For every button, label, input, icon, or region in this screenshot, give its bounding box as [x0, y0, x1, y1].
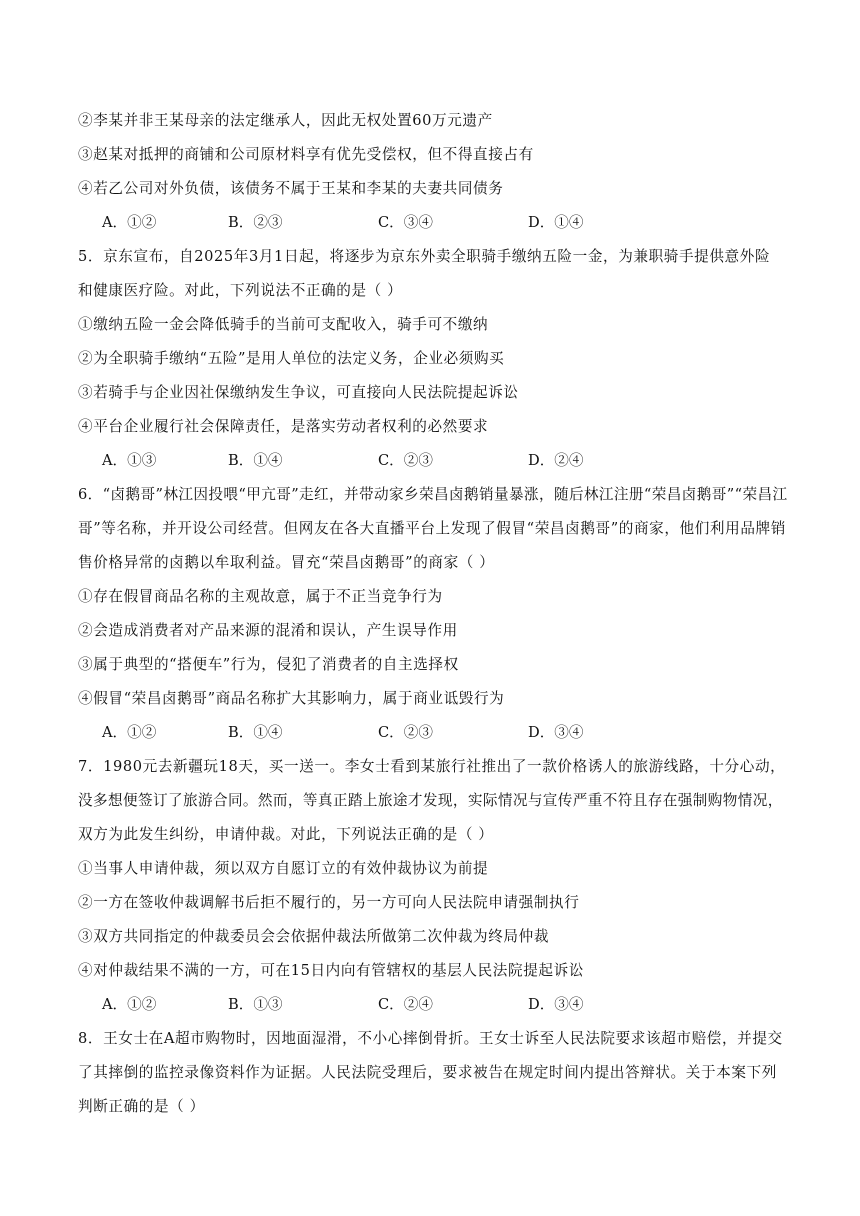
option-c: C．③④ [378, 214, 433, 231]
statement-line: ①缴纳五险一金会降低骑手的当前可支配收入，骑手可不缴纳 [78, 316, 489, 333]
statement-line: ②为全职骑手缴纳“五险”是用人单位的法定义务，企业必须购买 [78, 350, 505, 367]
question-stem-line: 双方为此发生纠纷，申请仲裁。对此，下列说法正确的是（ ） [78, 826, 494, 843]
statement-line: ④对仲裁结果不满的一方，可在15日内向有管辖权的基层人民法院提起诉讼 [78, 962, 584, 979]
statement-line: ④假冒“荣昌卤鹅哥”商品名称扩大其影响力，属于商业诋毁行为 [78, 690, 505, 707]
statement-line: ④若乙公司对外负债，该债务不属于王某和李某的夫妻共同债务 [78, 180, 504, 197]
option-c: C．②④ [378, 996, 433, 1013]
question-stem-line: 和健康医疗险。对此，下列说法不正确的是（ ） [78, 282, 403, 299]
option-a: A．①② [102, 724, 157, 741]
option-a: A．①② [102, 214, 157, 231]
option-c: C．②③ [378, 452, 433, 469]
answer-options [102, 723, 792, 743]
option-b: B．①③ [228, 996, 283, 1013]
question-stem-line: 7．1980元去新疆玩18天，买一送一。李女士看到某旅行社推出了一款价格诱人的旅游线路，十分心动， [78, 758, 786, 775]
statement-line: ③若骑手与企业因社保缴纳发生争议，可直接向人民法院提起诉讼 [78, 384, 519, 401]
option-d: D．①④ [528, 214, 584, 231]
statement-line: ②会造成消费者对产品来源的混淆和误认，产生误导作用 [78, 622, 458, 639]
question-stem-line: 没多想便签订了旅游合同。然而，等真正踏上旅途才发现，实际情况与宣传严重不符且存在强制购物情况， [78, 792, 783, 809]
answer-options [102, 451, 792, 471]
statement-line: ②李某并非王某母亲的法定继承人，因此无权处置60万元遗产 [78, 112, 493, 129]
answer-options [102, 995, 792, 1015]
answer-options [102, 213, 792, 233]
option-d: D．②④ [528, 452, 584, 469]
statement-line: ①存在假冒商品名称的主观故意，属于不正当竞争行为 [78, 588, 443, 605]
option-d: D．③④ [528, 724, 584, 741]
option-d: D．③④ [528, 996, 584, 1013]
statement-line: ②一方在签收仲裁调解书后拒不履行的，另一方可向人民法院申请强制执行 [78, 894, 580, 911]
option-b: B．②③ [228, 214, 283, 231]
question-stem-line: 判断正确的是（ ） [78, 1098, 205, 1115]
statement-line: ①当事人申请仲裁，须以双方自愿订立的有效仲裁协议为前提 [78, 860, 489, 877]
question-stem-line: 了其摔倒的监控录像资料作为证据。人民法院受理后，要求被告在规定时间内提出答辩状。关于本案下列 [78, 1064, 777, 1081]
question-stem-line: 8．王女士在A超市购物时，因地面湿滑，不小心摔倒骨折。王女士诉至人民法院要求该超市赔偿，并提交 [78, 1030, 783, 1047]
option-c: C．②③ [378, 724, 433, 741]
question-stem-line: 哥”等名称，并开设公司经营。但网友在各大直播平台上发现了假冒“荣昌卤鹅哥”的商家，他们利用品牌销 [78, 520, 786, 537]
option-b: B．①④ [228, 452, 283, 469]
question-stem-line: 6．“卤鹅哥”林江因投喂“甲亢哥”走红，并带动家乡荣昌卤鹅销量暴涨，随后林江注册“荣昌卤鹅哥”“荣昌江 [78, 486, 788, 503]
statement-line: ③双方共同指定的仲裁委员会会依据仲裁法所做第二次仲裁为终局仲裁 [78, 928, 550, 945]
statement-line: ④平台企业履行社会保障责任，是落实劳动者权利的必然要求 [78, 418, 489, 435]
statement-line: ③属于典型的“搭便车”行为，侵犯了消费者的自主选择权 [78, 656, 459, 673]
question-stem-line: 售价格异常的卤鹅以牟取利益。冒充“荣昌卤鹅哥”的商家（ ） [78, 554, 495, 571]
option-a: A．①③ [102, 452, 157, 469]
question-stem-line: 5．京东宣布，自2025年3月1日起，将逐步为京东外卖全职骑手缴纳五险一金，为兼职骑手提供意外险 [78, 248, 771, 265]
option-a: A．①② [102, 996, 157, 1013]
option-b: B．①④ [228, 724, 283, 741]
statement-line: ③赵某对抵押的商铺和公司原材料享有优先受偿权，但不得直接占有 [78, 146, 534, 163]
